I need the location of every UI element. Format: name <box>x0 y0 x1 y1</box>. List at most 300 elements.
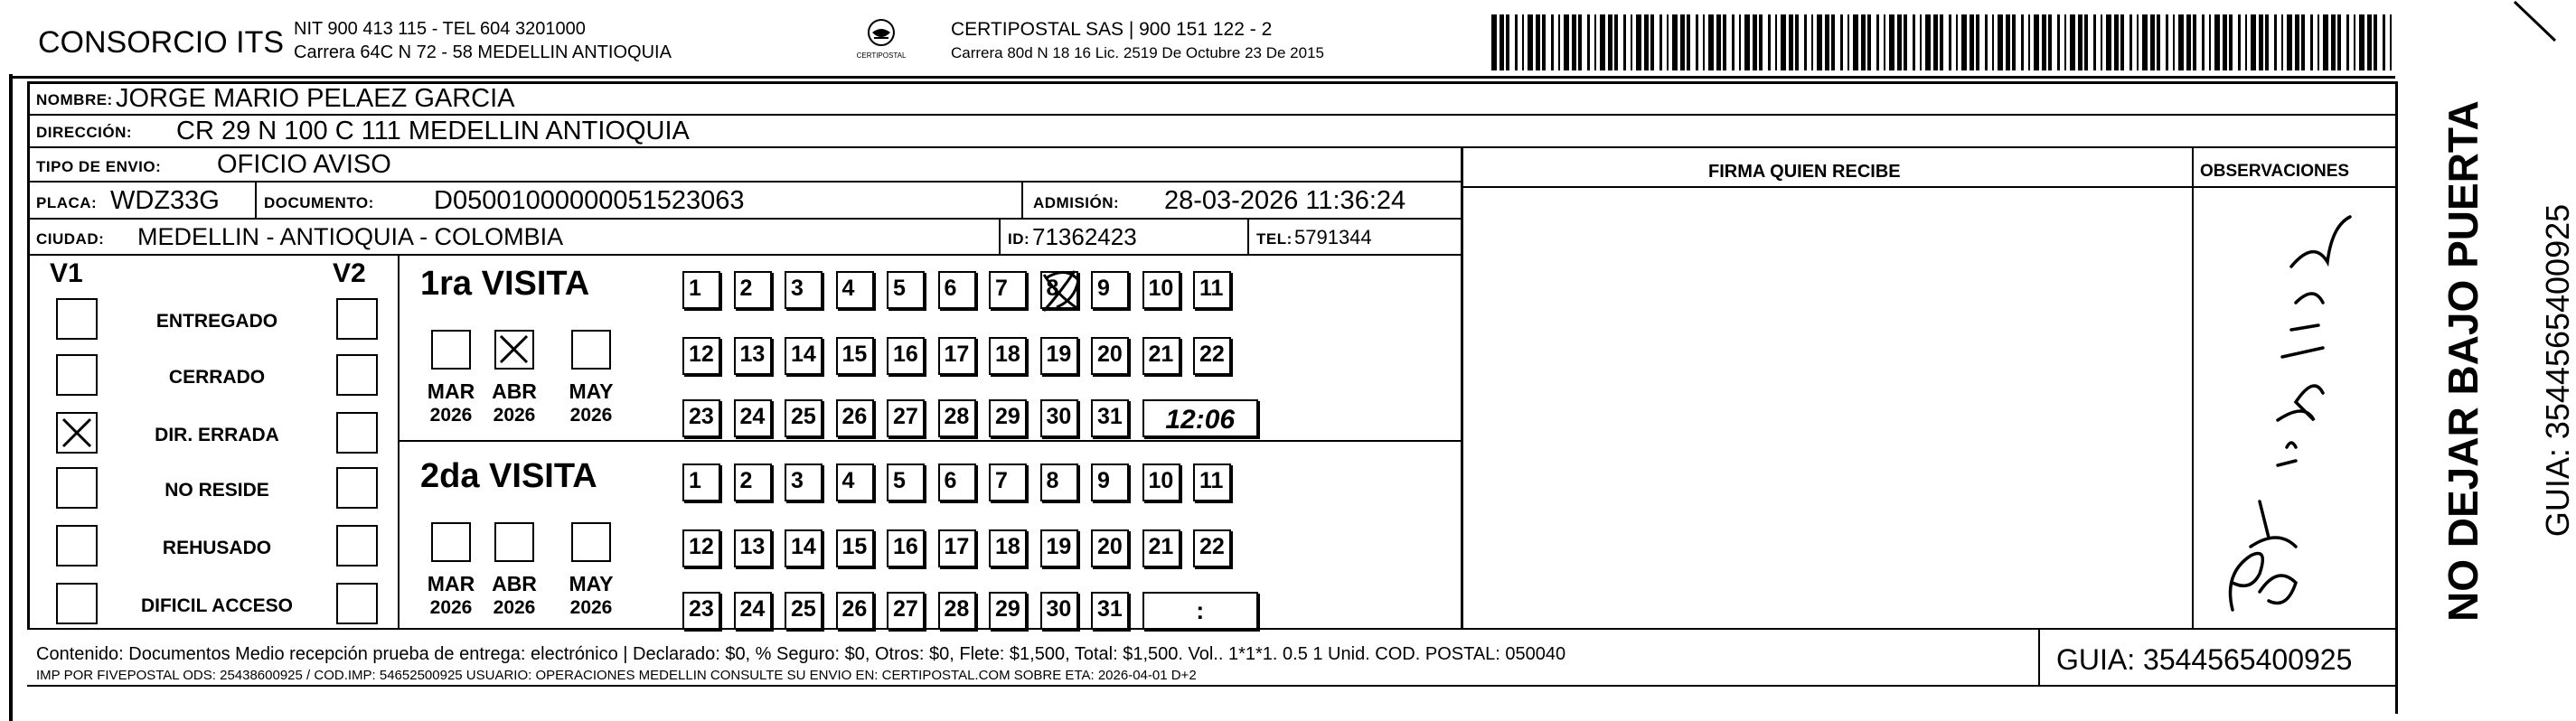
tel-label: TEL: <box>1256 230 1293 248</box>
status-label: NO RESIDE <box>165 480 269 501</box>
month-label: MAR <box>427 572 475 595</box>
day-number: 27 <box>893 596 918 622</box>
visit2-days-day-30[interactable] <box>1040 592 1078 630</box>
day-number: 14 <box>791 534 816 559</box>
barcode-bar <box>1631 14 1632 70</box>
year-label: 2026 <box>493 597 536 618</box>
handwritten-observation-text <box>2242 402 2246 403</box>
visit2-days-day-19[interactable] <box>1040 529 1078 567</box>
visit2-days-day-23[interactable] <box>682 592 720 630</box>
day-number: 28 <box>944 404 970 429</box>
barcode-bar <box>2078 14 2082 70</box>
barcode-bar <box>1739 14 1741 70</box>
barcode-bar <box>2048 14 2052 70</box>
day-number: 28 <box>944 596 970 622</box>
time-value: 12:06 <box>1165 405 1236 435</box>
barcode-bar <box>2202 14 2205 70</box>
barcode-bar <box>1759 14 1763 70</box>
company-address: Carrera 64C N 72 - 58 MEDELLIN ANTIOQUIA <box>294 42 672 62</box>
barcode-bar <box>2251 14 2256 70</box>
v1-checkbox-2[interactable] <box>56 412 98 454</box>
barcode-bar <box>2070 14 2075 70</box>
barcode-bar <box>2150 14 2155 70</box>
barcode-bar <box>2317 14 2319 70</box>
placa-value: WDZ33G <box>110 186 220 215</box>
visit1-days-time-box[interactable] <box>1142 399 1259 437</box>
barcode-bar <box>1804 14 1807 70</box>
barcode-bar <box>1696 14 1698 70</box>
day-number: 11 <box>1199 468 1224 493</box>
day-number: 5 <box>893 468 906 493</box>
visit1-months-month-checkbox-1[interactable] <box>494 330 534 370</box>
barcode-bar <box>1889 14 1894 70</box>
barcode-bar <box>2287 14 2292 70</box>
visit1-months-month-checkbox-0[interactable] <box>431 330 471 370</box>
barcode-bar <box>1672 14 1678 70</box>
visit1-days-day-1[interactable] <box>682 271 720 309</box>
visit2-days-day-13[interactable] <box>734 529 772 567</box>
barcode-bar <box>2281 14 2283 70</box>
visit2-days-day-5[interactable] <box>887 464 925 501</box>
barcode-bar <box>2064 14 2066 70</box>
day-check-mark <box>1039 267 1086 321</box>
v2-checkbox-5[interactable] <box>336 583 378 624</box>
status-label: ENTREGADO <box>155 311 278 332</box>
day-number: 2 <box>739 468 753 493</box>
visit1-days-day-28[interactable] <box>938 399 976 437</box>
day-number: 9 <box>1097 468 1110 493</box>
visit1-days-day-22[interactable] <box>1193 337 1231 375</box>
v1-checkbox-3[interactable] <box>56 467 98 509</box>
barcode-bar <box>2028 14 2030 70</box>
day-number: 29 <box>995 404 1020 429</box>
day-number: 2 <box>739 276 753 301</box>
visit2-days-day-12[interactable] <box>682 529 720 567</box>
barcode-bar <box>2012 14 2016 70</box>
year-label: 2026 <box>493 405 536 426</box>
barcode-bar <box>1920 14 1922 70</box>
day-number: 25 <box>791 404 816 429</box>
visit2-days-day-3[interactable] <box>785 464 823 501</box>
visit2-days-day-18[interactable] <box>989 529 1027 567</box>
v2-checkbox-3[interactable] <box>336 467 378 509</box>
day-number: 20 <box>1097 342 1123 367</box>
footer-content: Contenido: Documentos Medio recepción prueba de entrega: electrónico | Declarado: $0, % Seguro: $0, Otros: $0, Flete: $1,500, Total: $1,500. Vol.. 1*1*1. 0.5 1 Unid. COD. POSTAL: 050040 <box>36 644 1566 664</box>
barcode-bar <box>1551 14 1554 70</box>
day-number: 23 <box>689 404 714 429</box>
barcode-bar <box>1732 14 1735 70</box>
barcode-bar <box>1572 14 1576 70</box>
barcode-bar <box>1659 14 1662 70</box>
visit1-days-day-16[interactable] <box>887 337 925 375</box>
admision-value: 28-03-2026 11:36:24 <box>1164 186 1406 215</box>
v1-checkbox-5[interactable] <box>56 583 98 624</box>
visit2-days-day-10[interactable] <box>1142 464 1180 501</box>
visit1-days-day-4[interactable] <box>836 271 874 309</box>
day-number: 13 <box>739 342 766 367</box>
day-number: 6 <box>944 276 957 301</box>
visit1-days-day-30[interactable] <box>1040 399 1078 437</box>
barcode-bar <box>1608 14 1612 70</box>
visit1-days-day-23[interactable] <box>682 399 720 437</box>
visit2-days-day-14[interactable] <box>785 529 823 567</box>
barcode-bar <box>2346 14 2349 70</box>
day-number: 29 <box>995 596 1020 622</box>
courier-name: CERTIPOSTAL SAS | 900 151 122 - 2 <box>951 19 1273 40</box>
month-label: MAY <box>569 572 614 595</box>
day-number: 31 <box>1097 596 1123 622</box>
day-number: 3 <box>791 468 804 493</box>
visit2-days-day-16[interactable] <box>887 529 925 567</box>
barcode-bar <box>2214 14 2220 70</box>
visit1-days-day-19[interactable] <box>1040 337 1078 375</box>
day-number: 16 <box>893 534 918 559</box>
barcode-bar <box>1970 14 1974 70</box>
barcode-bar <box>2229 14 2233 70</box>
visit2-months-month-checkbox-1[interactable] <box>494 522 534 562</box>
barcode-bar <box>2142 14 2148 70</box>
visit1-days-day-14[interactable] <box>785 337 823 375</box>
day-number: 5 <box>893 276 906 301</box>
footer-guia: GUIA: 3544565400925 <box>2056 643 2353 676</box>
logo-caption: CERTIPOSTAL <box>856 52 907 60</box>
visit2-days-day-24[interactable] <box>734 592 772 630</box>
v2-checkbox-2[interactable] <box>336 412 378 454</box>
day-number: 18 <box>995 342 1020 367</box>
v2-checkbox-0[interactable] <box>336 298 378 340</box>
company-name: CONSORCIO ITS <box>38 25 285 60</box>
visit2-days-day-2[interactable] <box>734 464 772 501</box>
visit1-days-day-20[interactable] <box>1091 337 1129 375</box>
visit1-months-month-checkbox-2[interactable] <box>571 330 611 370</box>
barcode-bar <box>1861 14 1866 70</box>
month-label: ABR <box>492 572 537 595</box>
firma-header: FIRMA QUIEN RECIBE <box>1708 162 1901 182</box>
day-number: 3 <box>791 276 804 301</box>
barcode <box>1491 14 2395 70</box>
visit2-days-day-31[interactable] <box>1091 592 1129 630</box>
day-number: 19 <box>1046 534 1072 559</box>
v1-checkbox-1[interactable] <box>56 354 98 396</box>
barcode-bar <box>1644 14 1649 70</box>
day-number: 1 <box>689 276 701 301</box>
barcode-bar <box>2331 14 2336 70</box>
visit2-days-day-9[interactable] <box>1091 464 1129 501</box>
day-number: 26 <box>841 404 868 429</box>
barcode-bar <box>2359 14 2364 70</box>
barcode-bar <box>1680 14 1685 70</box>
observaciones-header: OBSERVACIONES <box>2200 162 2350 181</box>
day-number: 7 <box>995 276 1008 301</box>
id-value: 71362423 <box>1032 223 1137 250</box>
visit2-days-day-15[interactable] <box>836 529 874 567</box>
side-guia: GUIA: 3544565400925 <box>2539 203 2576 538</box>
barcode-bar <box>2034 14 2039 70</box>
visit2-days-day-7[interactable] <box>989 464 1027 501</box>
time-value: : <box>1196 597 1205 624</box>
barcode-bar <box>2223 14 2227 70</box>
day-number: 30 <box>1046 596 1072 622</box>
visit2-days-day-20[interactable] <box>1091 529 1129 567</box>
barcode-bar <box>1985 14 1988 70</box>
day-number: 26 <box>841 596 868 622</box>
barcode-bar <box>1578 14 1582 70</box>
day-number: 19 <box>1046 342 1072 367</box>
visit2-days-day-25[interactable] <box>785 592 823 630</box>
footer-imp: IMP POR FIVEPOSTAL ODS: 25438600925 / COD.IMP: 54652500925 USUARIO: OPERACIONES MEDELLIN CONSULTE SU ENVIO EN: CERTIPOSTAL.COM SOBRE ETA: 2026-04-01 D+2 <box>36 668 1197 683</box>
no-dejar-bajo-puerta: NO DEJAR BAJO PUERTA <box>2440 100 2487 622</box>
day-number: 17 <box>944 342 970 367</box>
direccion-value: CR 29 N 100 C 111 MEDELLIN ANTIOQUIA <box>176 117 690 145</box>
barcode-bar <box>1515 14 1518 70</box>
barcode-bar <box>2137 14 2139 70</box>
barcode-bar <box>1884 14 1885 70</box>
visit2-days-day-17[interactable] <box>938 529 976 567</box>
day-number: 15 <box>841 534 868 559</box>
month-label: MAY <box>569 379 614 403</box>
visit1-days-day-9[interactable] <box>1091 271 1129 309</box>
barcode-bar <box>2209 14 2211 70</box>
barcode-bar <box>1650 14 1654 70</box>
day-number: 23 <box>689 596 714 622</box>
barcode-bar <box>2042 14 2046 70</box>
v1-checkbox-4[interactable] <box>56 525 98 566</box>
visit1-days-day-24[interactable] <box>734 399 772 437</box>
barcode-bar <box>1775 14 1777 70</box>
visit1-days-day-7[interactable] <box>989 271 1027 309</box>
barcode-bar <box>2021 14 2024 70</box>
visit1-days-day-12[interactable] <box>682 337 720 375</box>
day-number: 22 <box>1199 342 1225 367</box>
signature-area <box>1464 188 2187 626</box>
barcode-bar <box>1897 14 1902 70</box>
barcode-bar <box>2238 14 2241 70</box>
barcode-bar <box>1961 14 1967 70</box>
v1-checkbox-0[interactable] <box>56 298 98 340</box>
v2-checkbox-1[interactable] <box>336 354 378 396</box>
tel-value: 5791344 <box>1294 226 1372 248</box>
day-number: 22 <box>1199 534 1225 559</box>
day-number: 24 <box>739 596 766 622</box>
barcode-bar <box>1500 14 1504 70</box>
visit2-days-day-1[interactable] <box>682 464 720 501</box>
v2-label: V2 <box>333 258 366 288</box>
barcode-bar <box>1933 14 1938 70</box>
year-label: 2026 <box>429 597 473 618</box>
documento-value: D05001000000051523063 <box>434 186 745 215</box>
status-label: REHUSADO <box>162 538 272 558</box>
visit1-days-day-26[interactable] <box>836 399 874 437</box>
direccion-label: DIRECCIÓN: <box>36 124 133 141</box>
barcode-bar <box>2337 14 2341 70</box>
barcode-bar <box>2245 14 2247 70</box>
barcode-bar <box>1522 14 1524 70</box>
barcode-bar <box>1723 14 1726 70</box>
day-number: 25 <box>791 596 816 622</box>
year-label: 2026 <box>569 405 613 426</box>
day-number: 30 <box>1046 404 1072 429</box>
visit2-days-day-4[interactable] <box>836 464 874 501</box>
day-number: 31 <box>1097 404 1123 429</box>
visit1-days-day-6[interactable] <box>938 271 976 309</box>
v2-checkbox-4[interactable] <box>336 525 378 566</box>
visit2-days-time-box[interactable] <box>1142 592 1259 630</box>
barcode-bar <box>2166 14 2168 70</box>
certipostal-logo <box>854 16 908 63</box>
barcode-bar <box>1789 14 1793 70</box>
barcode-bar <box>2114 14 2119 70</box>
barcode-bar <box>1768 14 1771 70</box>
ciudad-value: MEDELLIN - ANTIOQUIA - COLOMBIA <box>137 223 564 250</box>
barcode-bar <box>1998 14 2003 70</box>
admision-label: ADMISIÓN: <box>1033 194 1120 211</box>
visit1-days-day-17[interactable] <box>938 337 976 375</box>
barcode-bar <box>1811 14 1813 70</box>
barcode-bar <box>2106 14 2111 70</box>
barcode-bar <box>1992 14 1994 70</box>
visit1-days-day-11[interactable] <box>1193 271 1231 309</box>
barcode-bar <box>1976 14 1979 70</box>
courier-address: Carrera 80d N 18 16 Lic. 2519 De Octubre 23 De 2015 <box>951 44 1324 61</box>
barcode-bar <box>2186 14 2191 70</box>
barcode-bar <box>2178 14 2184 70</box>
visit2-days-day-8[interactable] <box>1040 464 1078 501</box>
barcode-bar <box>2259 14 2263 70</box>
day-number: 20 <box>1097 534 1123 559</box>
visit1-days-day-21[interactable] <box>1142 337 1180 375</box>
visit1-days-day-10[interactable] <box>1142 271 1180 309</box>
visit1-days-day-5[interactable] <box>887 271 925 309</box>
visit2-days-day-6[interactable] <box>938 464 976 501</box>
company-nit: NIT 900 413 115 - TEL 604 3201000 <box>294 19 586 39</box>
visit1-days-day-8[interactable] <box>1040 271 1078 309</box>
barcode-bar <box>2367 14 2372 70</box>
visit1-days-day-25[interactable] <box>785 399 823 437</box>
day-number: 10 <box>1148 468 1174 493</box>
corner-mark <box>2513 0 2557 45</box>
barcode-bar <box>2101 14 2102 70</box>
visit1-days-day-15[interactable] <box>836 337 874 375</box>
barcode-bar <box>1558 14 1560 70</box>
day-number: 17 <box>944 534 970 559</box>
visit1-days-day-29[interactable] <box>989 399 1027 437</box>
day-number: 21 <box>1148 534 1174 559</box>
visit2-days-day-21[interactable] <box>1142 529 1180 567</box>
visit2-days-day-28[interactable] <box>938 592 976 630</box>
barcode-bar <box>1564 14 1569 70</box>
visit2-days-day-22[interactable] <box>1193 529 1231 567</box>
barcode-bar <box>1703 14 1705 70</box>
placa-label: PLACA: <box>36 194 98 211</box>
status-label: DIFICIL ACCESO <box>140 595 293 616</box>
day-number: 21 <box>1148 342 1174 367</box>
barcode-bar <box>1744 14 1750 70</box>
barcode-bar <box>1542 14 1546 70</box>
day-number: 6 <box>944 468 957 493</box>
visit1-days-day-13[interactable] <box>734 337 772 375</box>
status-label: CERRADO <box>168 367 266 388</box>
visit2-days-day-29[interactable] <box>989 592 1027 630</box>
barcode-bar <box>1876 14 1879 70</box>
visit2-months-month-checkbox-2[interactable] <box>571 522 611 562</box>
day-number: 4 <box>841 468 855 493</box>
handwritten-observation <box>2205 194 2386 619</box>
barcode-bar <box>2129 14 2132 70</box>
visit1-days-day-31[interactable] <box>1091 399 1129 437</box>
barcode-bar <box>1831 14 1835 70</box>
barcode-bar <box>1506 14 1509 70</box>
barcode-bar <box>1614 14 1618 70</box>
barcode-bar <box>1825 14 1829 70</box>
barcode-bar <box>2274 14 2277 70</box>
barcode-bar <box>1847 14 1849 70</box>
barcode-bar <box>2193 14 2196 70</box>
barcode-bar <box>1708 14 1714 70</box>
barcode-bar <box>1913 14 1915 70</box>
barcode-bar <box>1867 14 1871 70</box>
visit1-days-day-3[interactable] <box>785 271 823 309</box>
status-label: DIR. ERRADA <box>155 425 279 445</box>
barcode-bar <box>2006 14 2010 70</box>
day-number: 15 <box>841 342 868 367</box>
day-number: 13 <box>739 534 766 559</box>
barcode-bar <box>2265 14 2269 70</box>
barcode-bar <box>1667 14 1669 70</box>
day-number: 8 <box>1046 276 1059 301</box>
barcode-bar <box>1817 14 1822 70</box>
day-number: 11 <box>1199 276 1224 301</box>
year-label: 2026 <box>429 405 473 426</box>
barcode-bar <box>2173 14 2175 70</box>
barcode-bar <box>2157 14 2160 70</box>
visit2-title: 2da VISITA <box>420 457 597 495</box>
barcode-bar <box>1623 14 1626 70</box>
year-label: 2026 <box>569 597 613 618</box>
visit1-days-day-27[interactable] <box>887 399 925 437</box>
visit1-days-day-2[interactable] <box>734 271 772 309</box>
barcode-bar <box>1925 14 1931 70</box>
month-label: MAR <box>427 379 475 403</box>
barcode-bar <box>1600 14 1605 70</box>
barcode-bar <box>1956 14 1958 70</box>
documento-label: DOCUMENTO: <box>264 194 374 211</box>
barcode-bar <box>2374 14 2377 70</box>
day-number: 4 <box>841 276 855 301</box>
barcode-bar <box>1528 14 1533 70</box>
visit2-days-day-26[interactable] <box>836 592 874 630</box>
day-number: 10 <box>1148 276 1174 301</box>
barcode-bar <box>1840 14 1843 70</box>
side-notice <box>2404 100 2576 622</box>
barcode-bar <box>1753 14 1757 70</box>
barcode-bar <box>1795 14 1799 70</box>
visit2-months-month-checkbox-0[interactable] <box>431 522 471 562</box>
visit1-days-day-18[interactable] <box>989 337 1027 375</box>
nombre-label: NOMBRE: <box>36 91 113 108</box>
barcode-bar <box>1536 14 1540 70</box>
barcode-bar <box>2301 14 2305 70</box>
month-label: ABR <box>492 379 537 403</box>
day-number: 1 <box>689 468 701 493</box>
barcode-bar <box>2390 14 2392 70</box>
visit2-days-day-27[interactable] <box>887 592 925 630</box>
id-label: ID: <box>1008 230 1030 248</box>
visit2-days-day-11[interactable] <box>1193 464 1231 501</box>
v1-label: V1 <box>50 258 83 288</box>
visit1-title: 1ra VISITA <box>420 265 590 303</box>
day-number: 14 <box>791 342 816 367</box>
barcode-bar <box>2057 14 2060 70</box>
